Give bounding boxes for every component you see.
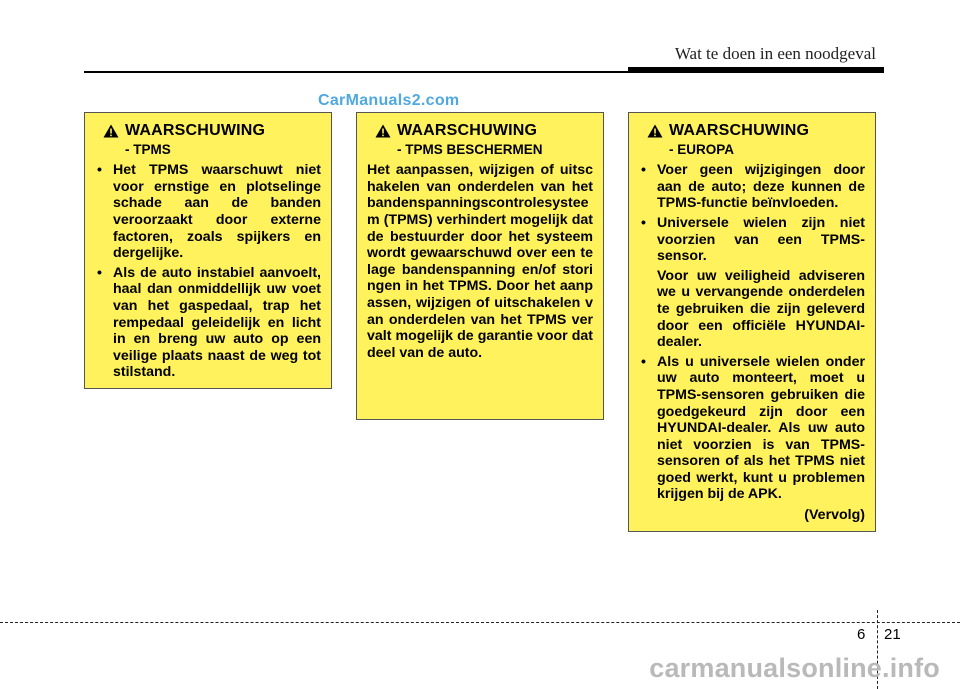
page-number: 21 bbox=[884, 626, 901, 643]
list-item-text: Voer geen wijzigingen door aan de auto; deze kunnen de TPMS-functie beïnvloeden. bbox=[657, 162, 865, 212]
warning-title: WAARSCHUWING bbox=[397, 122, 538, 139]
warning-header bbox=[103, 123, 321, 140]
warning-subtitle: - TPMS bbox=[125, 141, 171, 157]
continued-label: (Vervolg) bbox=[804, 507, 865, 524]
list-item bbox=[639, 162, 865, 212]
warning-body: Het aanpassen, wijzigen of uitschakelen van onderdelen van het bandenspanningscontrolesysteem (TPMS) verhindert mogelijk dat de bestuurder door het systeem wordt gewaarschuwd over een te lage bandenspanning en/of storingen in het TPMS. Door het aanpassen, wijzigen of uitschakelen van onderdelen van het TPMS vervalt mogelijk de garantie voor dat deel van de auto. bbox=[367, 162, 593, 361]
list-item-extra: Voor uw veiligheid adviseren we u vervangende onderdelen te gebruiken die zijn geleverd door een officiële HYUNDAI-dealer. bbox=[657, 267, 865, 351]
watermark-carmanuals2[interactable]: CarManuals2.com bbox=[318, 92, 460, 109]
warning-list bbox=[95, 162, 321, 381]
page-section-number: 6 bbox=[857, 626, 866, 643]
warning-subtitle: - TPMS BESCHERMEN bbox=[397, 141, 543, 157]
warning-list bbox=[639, 162, 865, 503]
list-item-text: Als u universele wielen onder uw auto monteert, moet u TPMS-sensoren gebruiken die goedgekeurd zijn door een HYUNDAI-dealer. Als uw auto niet voorzien is van TPMS-sensoren of als het TPMS niet goed werkt, kunt u problemen krijgen bij de APK. bbox=[657, 353, 865, 503]
warning-box-tpms-beschermen bbox=[356, 112, 604, 420]
warning-box-europa bbox=[628, 112, 876, 532]
warning-triangle-icon bbox=[375, 124, 391, 138]
warning-title: WAARSCHUWING bbox=[125, 122, 266, 139]
warning-box-tpms bbox=[84, 112, 332, 389]
list-item: • Het TPMS waarschuwt niet voor ernstige en plotselinge schade aan de banden veroorzaakt door externe factoren, zoals spijkers en dergelijke. bbox=[95, 162, 321, 262]
page-header-title: Wat te doen in een noodgeval bbox=[674, 44, 876, 63]
footer-rule bbox=[0, 622, 960, 623]
header-rule-accent bbox=[628, 67, 884, 73]
watermark-carmanualsonline[interactable]: carmanualsonline.info bbox=[649, 653, 940, 683]
warning-triangle-icon bbox=[647, 124, 663, 138]
list-item bbox=[639, 354, 865, 503]
warning-title: WAARSCHUWING bbox=[669, 122, 810, 139]
list-item: • Als de auto instabiel aanvoelt, haal dan onmiddellijk uw voet van het gaspedaal, trap het rempedaal geleidelijk en licht in en breng uw auto op een veilige plaats naast de weg tot stilstand. bbox=[95, 265, 321, 381]
warning-header bbox=[375, 123, 593, 140]
warning-triangle-icon bbox=[103, 124, 119, 138]
list-item-text: Universele wielen zijn niet voorzien van een TPMS-sensor. bbox=[657, 214, 865, 265]
warning-subtitle: - EUROPA bbox=[669, 141, 735, 157]
warning-header bbox=[647, 123, 865, 140]
list-item bbox=[639, 215, 865, 351]
